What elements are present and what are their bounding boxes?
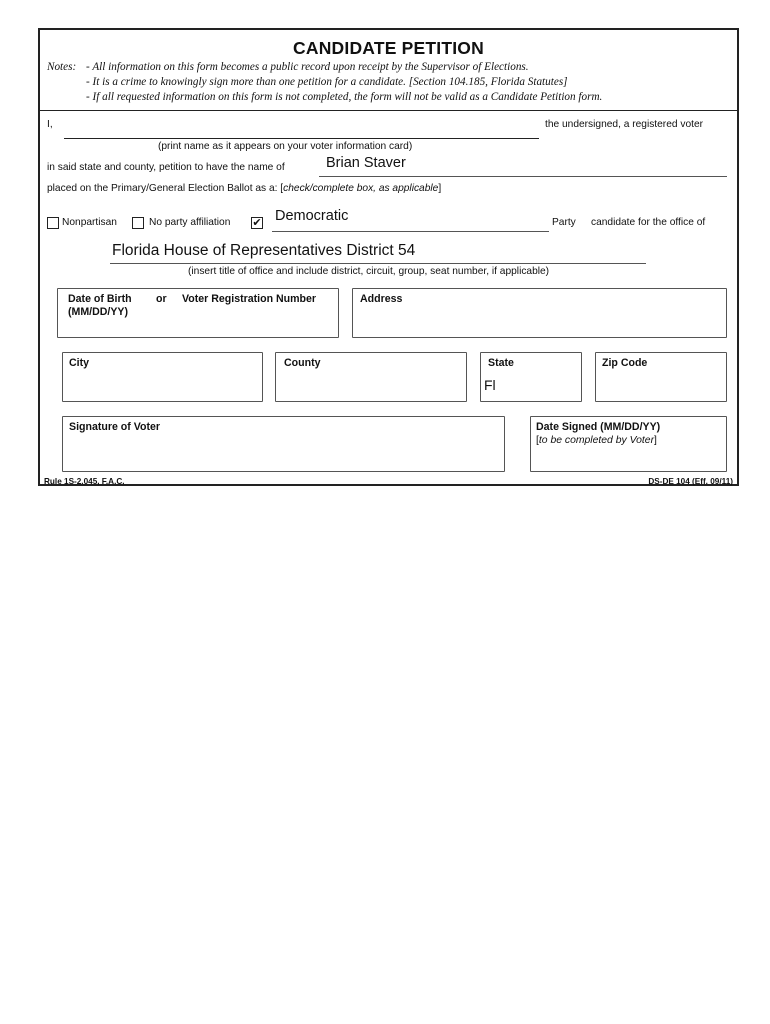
office-hint: (insert title of office and include district, circuit, group, seat number, if applicable) — [188, 266, 550, 277]
note-public-record: - All information on this form becomes a public record upon receipt by the Supervisor of Elections. — [86, 61, 529, 73]
address-box[interactable] — [352, 288, 727, 338]
petition-text: in said state and county, petition to have the name of — [47, 162, 285, 173]
voter-registration-label: Voter Registration Number — [182, 293, 317, 305]
no-party-affiliation-label: No party affiliation — [149, 217, 231, 228]
note-validity: - If all requested information on this form is not completed, the form will not be valid as a Candidate Petition form. — [86, 91, 603, 103]
rule-citation: Rule 1S-2.045, F.A.C. — [44, 477, 125, 486]
print-name-hint: (print name as it appears on your voter information card) — [158, 141, 413, 152]
undersigned-text: the undersigned, a registered voter — [545, 119, 704, 130]
state-label: State — [488, 357, 514, 369]
address-label: Address — [360, 293, 403, 305]
city-label: City — [69, 357, 90, 369]
city-box[interactable] — [62, 352, 263, 402]
nonpartisan-label: Nonpartisan — [62, 217, 117, 228]
state-value[interactable]: Fl — [484, 377, 496, 393]
voter-name-line[interactable] — [64, 138, 539, 139]
note-crime: - It is a crime to knowingly sign more than one petition for a candidate. [Section 104.185, Florida Statutes] — [86, 76, 568, 88]
date-signed-hint: [to be completed by Voter] — [536, 435, 657, 446]
signature-label: Signature of Voter — [69, 421, 161, 433]
party-name[interactable]: Democratic — [275, 208, 349, 224]
no-party-affiliation-checkbox[interactable] — [132, 217, 144, 229]
form-title: CANDIDATE PETITION — [293, 38, 484, 58]
header-divider — [40, 110, 737, 111]
party-name-line — [272, 231, 549, 232]
county-label: County — [284, 357, 321, 369]
party-checkbox[interactable] — [251, 217, 263, 229]
nonpartisan-checkbox[interactable] — [47, 217, 59, 229]
checkmark-icon: ✔ — [252, 217, 262, 229]
party-label: Party — [552, 217, 576, 228]
candidate-petition-form — [38, 28, 739, 486]
zip-code-label: Zip Code — [602, 357, 648, 369]
office-title[interactable]: Florida House of Representatives District 54 — [112, 242, 416, 259]
candidate-for-text: candidate for the office of — [591, 217, 706, 228]
form-id: DS-DE 104 (Eff. 09/11) — [648, 477, 733, 486]
notes-label: Notes: — [47, 61, 77, 73]
date-signed-label: Date Signed (MM/DD/YY) — [536, 421, 661, 433]
or-label: or — [156, 293, 167, 305]
i-label: I, — [47, 119, 53, 130]
dob-label: Date of Birth (MM/DD/YY) — [68, 293, 132, 318]
candidate-name-line — [319, 176, 727, 177]
office-line — [110, 263, 646, 264]
candidate-name[interactable]: Brian Staver — [326, 155, 406, 171]
placed-text: placed on the Primary/General Election Ballot as a: [check/complete box, as applicable] — [47, 183, 442, 194]
